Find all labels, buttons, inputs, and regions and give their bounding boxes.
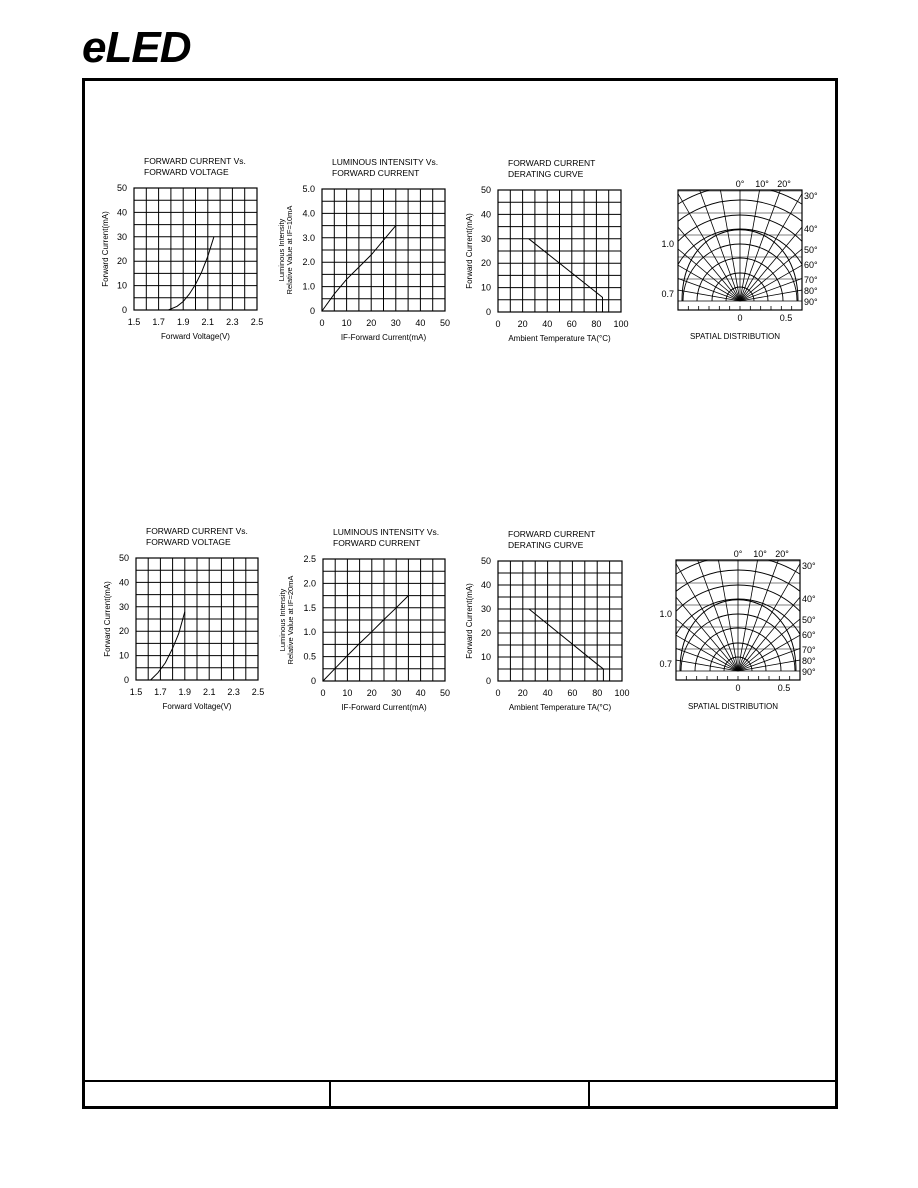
x-tick-label: 50 bbox=[439, 318, 451, 328]
x-tick-label: 40 bbox=[542, 319, 553, 329]
chart-title: SPATIAL DISTRIBUTION bbox=[687, 702, 779, 711]
x-tick-label: 40 bbox=[542, 688, 553, 698]
chart-6 bbox=[278, 527, 450, 712]
x-tick-label: 10 bbox=[342, 688, 353, 698]
chart-3 bbox=[465, 158, 629, 343]
x-tick-label: 80 bbox=[592, 688, 603, 698]
y-tick-label: 5.0 bbox=[302, 184, 315, 194]
x-axis-label: Ambient Temperature TA(°C) bbox=[508, 334, 611, 343]
x-axis-label: Forward Voltage(V) bbox=[161, 332, 230, 341]
y-tick-label: 10 bbox=[118, 650, 129, 661]
y-tick-label: 1.0 bbox=[303, 627, 316, 638]
angle-label: 90° bbox=[804, 297, 818, 307]
y-tick-label: 40 bbox=[480, 580, 491, 590]
chart-title-line: DERATING CURVE bbox=[508, 540, 584, 550]
x-tick-label: 20 bbox=[517, 688, 528, 698]
angle-label: 20° bbox=[777, 179, 791, 189]
angle-label: 0° bbox=[735, 179, 745, 189]
angle-label: 30° bbox=[802, 561, 816, 571]
y-tick-label: 50 bbox=[480, 185, 491, 195]
x-tick-label: 1.9 bbox=[176, 317, 190, 327]
bottom-label: 0.5 bbox=[777, 683, 791, 693]
x-tick-label: 1.5 bbox=[129, 687, 143, 697]
chart-title-line: FORWARD VOLTAGE bbox=[146, 537, 231, 547]
x-axis-label: Forward Voltage(V) bbox=[162, 702, 232, 711]
y-axis-label: Forward Current(mA) bbox=[101, 211, 110, 287]
chart-title-line: DERATING CURVE bbox=[508, 169, 584, 179]
x-tick-label: 10 bbox=[341, 318, 352, 328]
x-tick-label: 1.7 bbox=[152, 317, 165, 327]
y-tick-label: 0.5 bbox=[303, 651, 316, 662]
y-axis-label: Forward Current(mA) bbox=[465, 213, 474, 289]
y-tick-label: 3.0 bbox=[302, 232, 315, 243]
angle-label: 20° bbox=[775, 549, 789, 559]
y-tick-label: 10 bbox=[116, 280, 127, 291]
x-tick-label: 60 bbox=[567, 688, 578, 698]
y-tick-label: 40 bbox=[118, 577, 129, 588]
y-tick-label: 2.5 bbox=[303, 554, 316, 564]
bottom-label: 0.5 bbox=[779, 313, 793, 323]
x-tick-label: 0 bbox=[495, 688, 501, 698]
x-tick-label: 40 bbox=[415, 318, 426, 328]
y-axis-label-line: Relative Value at IF=10mA bbox=[285, 205, 294, 295]
x-tick-label: 2.5 bbox=[251, 687, 265, 697]
y-tick-label: 0 bbox=[485, 676, 491, 686]
y-tick-label: 50 bbox=[118, 553, 129, 563]
radial-label: 0.7 bbox=[661, 289, 674, 299]
x-tick-label: 2.5 bbox=[250, 317, 264, 327]
angle-label: 50° bbox=[802, 615, 816, 625]
x-tick-label: 60 bbox=[566, 319, 577, 329]
x-tick-label: 30 bbox=[390, 318, 401, 328]
y-tick-label: 20 bbox=[480, 258, 491, 269]
chart-title-line: LUMINOUS INTENSITY Vs. bbox=[333, 527, 440, 537]
y-tick-label: 0 bbox=[485, 307, 491, 317]
x-tick-label: 1.7 bbox=[154, 687, 167, 697]
chart-title-line: FORWARD CURRENT bbox=[332, 168, 420, 178]
chart-7 bbox=[465, 529, 630, 712]
chart-title-line: FORWARD VOLTAGE bbox=[144, 167, 229, 177]
polar-grid bbox=[578, 511, 898, 671]
y-axis-label-line: Luminous Intensity bbox=[277, 218, 286, 282]
chart-1 bbox=[101, 156, 263, 341]
chart-5 bbox=[103, 526, 264, 711]
y-axis-label: Forward Current(mA) bbox=[103, 581, 112, 657]
polar-grid bbox=[580, 141, 900, 301]
y-tick-label: 0 bbox=[123, 675, 129, 685]
y-tick-label: 50 bbox=[116, 183, 127, 193]
y-tick-label: 20 bbox=[116, 256, 127, 267]
radial-label: 1.0 bbox=[659, 609, 672, 619]
angle-label: 70° bbox=[804, 275, 818, 285]
x-tick-label: 40 bbox=[415, 688, 426, 698]
y-tick-label: 0 bbox=[121, 305, 127, 315]
x-tick-label: 100 bbox=[614, 688, 630, 698]
x-axis-label: Ambient Temperature TA(°C) bbox=[508, 703, 612, 712]
chart-title-line: FORWARD CURRENT bbox=[508, 158, 596, 168]
angle-label: 80° bbox=[802, 656, 816, 666]
y-tick-label: 0 bbox=[309, 306, 315, 316]
angle-label: 40° bbox=[804, 224, 818, 234]
x-tick-label: 2.1 bbox=[202, 687, 216, 697]
y-tick-label: 4.0 bbox=[302, 208, 315, 219]
angle-label: 60° bbox=[802, 630, 816, 640]
angle-label: 0° bbox=[733, 549, 743, 559]
y-tick-label: 40 bbox=[480, 209, 491, 220]
x-tick-label: 1.9 bbox=[178, 687, 192, 697]
y-tick-label: 2.0 bbox=[303, 578, 316, 589]
angle-label: 30° bbox=[804, 191, 818, 201]
x-tick-label: 2.3 bbox=[227, 687, 240, 697]
y-tick-label: 20 bbox=[480, 628, 491, 638]
radial-label: 0.7 bbox=[659, 659, 672, 669]
angle-label: 10° bbox=[753, 549, 767, 559]
x-tick-label: 50 bbox=[439, 688, 451, 698]
y-tick-label: 1.0 bbox=[302, 281, 315, 292]
x-tick-label: 20 bbox=[517, 319, 528, 329]
bottom-label: 0 bbox=[737, 313, 743, 323]
chart-title-line: FORWARD CURRENT bbox=[508, 529, 596, 539]
y-axis-label-line: Luminous Intensity bbox=[278, 588, 287, 652]
x-tick-label: 2.3 bbox=[226, 317, 239, 327]
y-tick-label: 10 bbox=[480, 282, 491, 293]
x-tick-label: 0 bbox=[495, 319, 501, 329]
bottom-label: 0 bbox=[735, 683, 741, 693]
y-tick-label: 30 bbox=[480, 604, 491, 614]
x-tick-label: 80 bbox=[591, 319, 602, 329]
angle-label: 40° bbox=[802, 594, 816, 604]
y-tick-label: 10 bbox=[480, 652, 491, 662]
y-tick-label: 20 bbox=[118, 626, 129, 637]
logo-text: eLED bbox=[82, 23, 191, 68]
chart-title-line: LUMINOUS INTENSITY Vs. bbox=[332, 157, 439, 167]
x-tick-label: 20 bbox=[366, 688, 377, 698]
angle-label: 80° bbox=[804, 286, 818, 296]
series-line bbox=[323, 596, 408, 681]
angle-label: 90° bbox=[802, 667, 816, 677]
y-tick-label: 1.5 bbox=[303, 602, 316, 613]
y-tick-label: 40 bbox=[116, 207, 127, 218]
x-tick-label: 20 bbox=[366, 318, 377, 328]
angle-label: 50° bbox=[804, 245, 818, 255]
y-tick-label: 30 bbox=[480, 233, 491, 244]
x-axis-label: IF-Forward Current(mA) bbox=[340, 333, 427, 342]
y-tick-label: 2.0 bbox=[302, 257, 315, 268]
y-axis-label-line: Relative Value at IF=20mA bbox=[286, 575, 295, 665]
x-tick-label: 2.1 bbox=[201, 317, 215, 327]
x-tick-label: 0 bbox=[320, 688, 326, 698]
y-tick-label: 30 bbox=[118, 601, 129, 612]
y-tick-label: 50 bbox=[480, 556, 491, 566]
y-tick-label: 0 bbox=[310, 676, 316, 686]
chart-8 bbox=[578, 511, 898, 711]
chart-title-line: FORWARD CURRENT Vs. bbox=[146, 526, 248, 536]
chart-title: SPATIAL DISTRIBUTION bbox=[689, 332, 781, 341]
radial-label: 1.0 bbox=[661, 239, 674, 249]
chart-2 bbox=[277, 157, 450, 342]
chart-4 bbox=[580, 141, 900, 341]
x-tick-label: 1.5 bbox=[127, 317, 141, 327]
chart-title-line: FORWARD CURRENT bbox=[333, 538, 421, 548]
angle-label: 70° bbox=[802, 645, 816, 655]
angle-label: 10° bbox=[755, 179, 769, 189]
chart-title-line: FORWARD CURRENT Vs. bbox=[144, 156, 246, 166]
x-tick-label: 0 bbox=[319, 318, 325, 328]
y-tick-label: 30 bbox=[116, 231, 127, 242]
y-axis-label: Forward Current(mA) bbox=[465, 583, 474, 659]
x-axis-label: IF-Forward Current(mA) bbox=[341, 703, 427, 712]
x-tick-label: 30 bbox=[391, 688, 402, 698]
x-tick-label: 100 bbox=[613, 319, 629, 329]
angle-label: 60° bbox=[804, 260, 818, 270]
series-line bbox=[151, 612, 185, 680]
